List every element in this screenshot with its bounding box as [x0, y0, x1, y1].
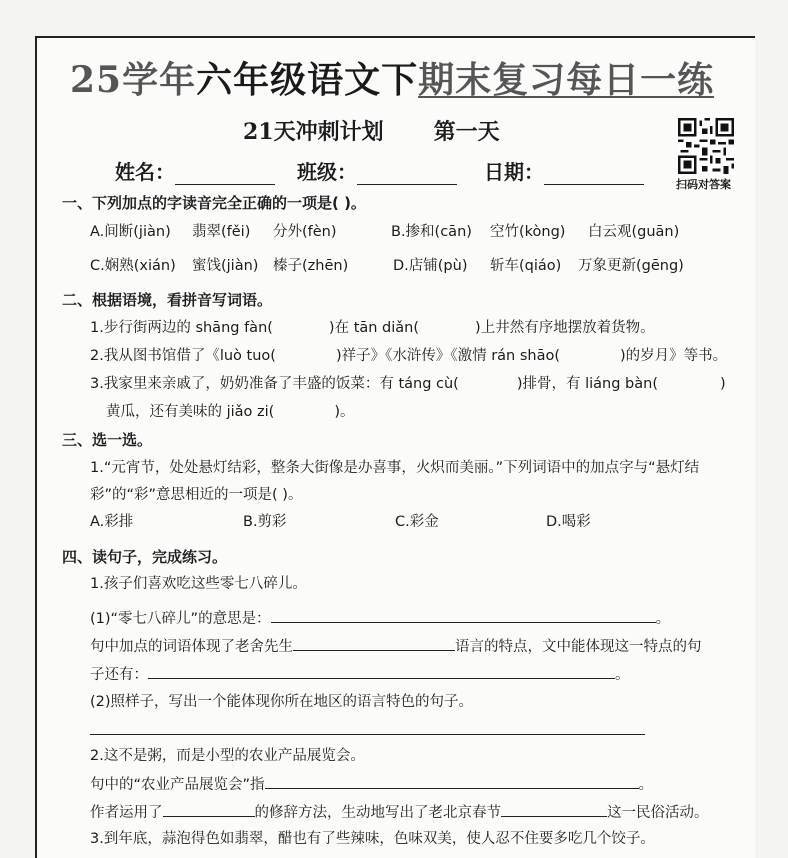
option-b-2: 空竹(kòng)	[490, 224, 566, 240]
section3-heading: 三、选一选。	[62, 431, 153, 449]
option-a-3: 分外(fèn)	[273, 224, 337, 240]
s2-question-3: 3.我家里来亲戚了，奶奶准备了丰盛的饭菜：有 táng cù( )排骨，有 liáng bàn( )	[90, 376, 726, 392]
s4-part-6: 作者运用了 的修辞方法，生动地写出了老北京春节 这一民俗活动。	[90, 802, 709, 823]
s4-part-5: 句中的“农业产品展览会”指 。	[90, 774, 653, 795]
s4-sentence-1: 1.孩子们喜欢吃这些零七八碎儿。	[90, 576, 307, 592]
option-a-2: 翡翠(fěi)	[192, 224, 251, 240]
s4-sentence-3: 3.到年底，蒜泡得色如翡翠，醋也有了些辣味，色味双美，使人忍不住要多吃几个饺子。	[90, 831, 655, 847]
section4-heading: 四、读句子，完成练习。	[62, 548, 228, 566]
s3-option-c: C.彩金	[395, 514, 439, 530]
option-a-1: A.间断(jiàn)	[90, 224, 171, 240]
s4-part-1: (1)“零七八碎儿”的意思是： 。	[90, 608, 670, 629]
option-c-3: 榛子(zhēn)	[273, 258, 349, 274]
s4-part-2: 句中加点的词语体现了老舍先生 语言的特点，文中能体现这一特点的句	[90, 636, 702, 657]
option-c-2: 蜜饯(jiàn)	[192, 258, 259, 274]
class-field[interactable]: 班级：	[297, 156, 457, 185]
qr-caption: 扫码对答案	[676, 178, 731, 191]
s2-question-1: 1.步行街两边的 shāng fàn( )在 tān diǎn( )上井然有序地摆放着货物。	[90, 320, 655, 336]
page-title: 25学年六年级语文下期末复习每日一练	[70, 59, 715, 101]
section1-heading: 一、下列加点的字读音完全正确的一项是( )。	[62, 194, 366, 212]
option-d-3: 万象更新(gēng)	[578, 258, 684, 274]
option-c-1: C.娴熟(xián)	[90, 258, 176, 274]
s3-option-a: A.彩排	[90, 514, 134, 530]
s3-option-b: B.剪彩	[243, 514, 287, 530]
s4-sentence-2: 2.这不是粥，而是小型的农业产品展览会。	[90, 748, 365, 764]
qr-code-icon[interactable]	[678, 118, 734, 174]
s2-question-3-cont: 黄瓜，还有美味的 jiǎo zi( )。	[106, 404, 355, 420]
section2-heading: 二、根据语境，看拼音写词语。	[62, 291, 273, 309]
option-b-3: 白云观(guān)	[588, 224, 680, 240]
subtitle: 21天冲刺计划 第一天	[243, 119, 500, 145]
date-field[interactable]: 日期：	[484, 156, 644, 185]
option-b-1: B.掺和(cān)	[391, 224, 472, 240]
s2-question-2: 2.我从图书馆借了《luò tuo( )祥子》《水浒传》《激情 rán shāo( )的岁月》等书。	[90, 348, 728, 364]
s3-option-d: D.喝彩	[546, 514, 591, 530]
answer-line[interactable]	[90, 734, 645, 735]
s3-question-line1: 1.“元宵节，处处悬灯结彩，整条大街像是办喜事，火炽而美丽。”下列词语中的加点字与“悬灯结	[90, 460, 700, 476]
s4-part-3: 子还有： 。	[90, 664, 630, 685]
s4-part-4: (2)照样子，写出一个能体现你所在地区的语言特色的句子。	[90, 694, 474, 710]
name-field[interactable]: 姓名：	[115, 156, 275, 185]
option-d-1: D.店铺(pù)	[393, 258, 468, 274]
s3-question-line2: 彩”的“彩”意思相近的一项是( )。	[90, 487, 303, 503]
option-d-2: 斩车(qiáo)	[490, 258, 562, 274]
